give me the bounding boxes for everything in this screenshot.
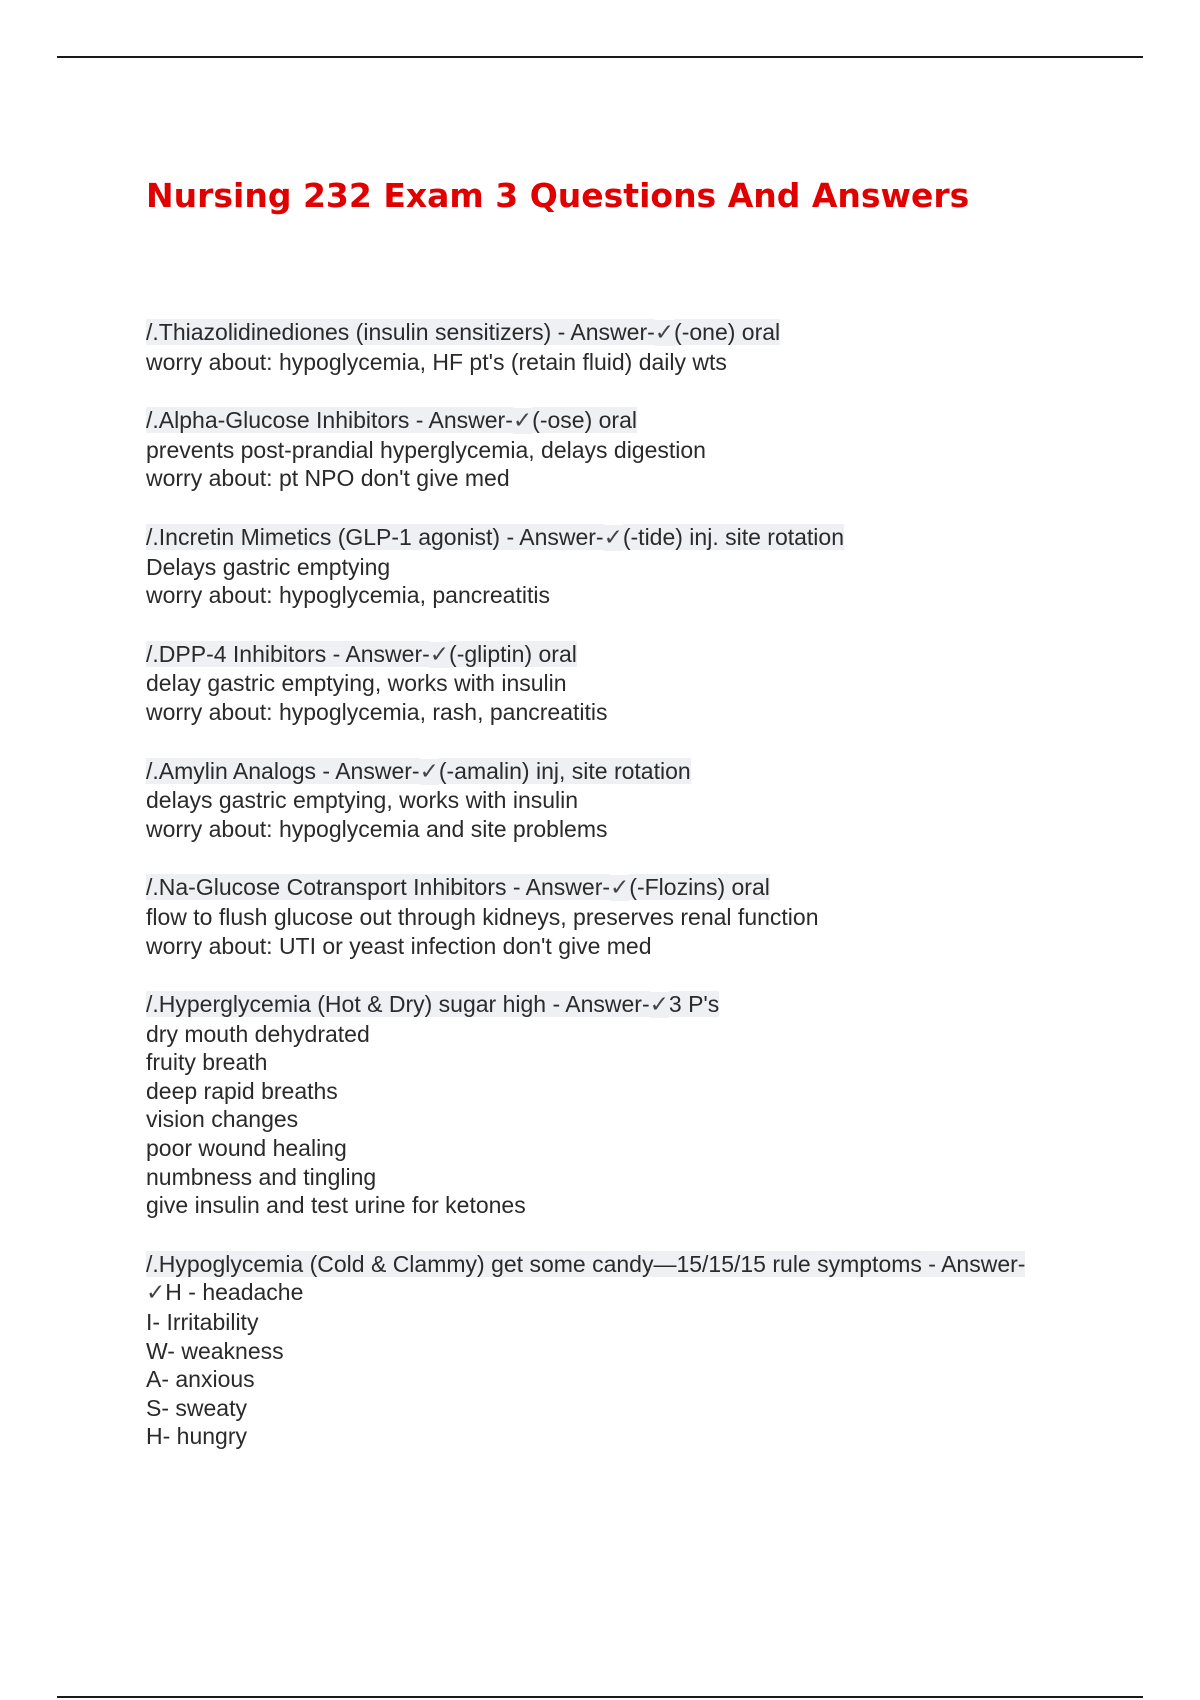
answer-line: prevents post-prandial hyperglycemia, delays digestion: [146, 436, 706, 463]
qa-item: [146, 873, 1086, 960]
question-line: [146, 757, 1086, 787]
check-mark-icon: ✓: [649, 992, 669, 1019]
question-text: /.Na-Glucose Cotransport Inhibitors - Answer-: [146, 874, 611, 901]
answer-line: vision changes: [146, 1106, 299, 1133]
answer-line: A- anxious: [146, 1366, 255, 1393]
answer-text: (-Flozins) oral: [629, 874, 770, 901]
answer-line: give insulin and test urine for ketones: [146, 1192, 526, 1219]
answer-line: numbness and tingling: [146, 1163, 377, 1190]
check-mark-icon: ✓: [603, 524, 623, 551]
answer-line: delay gastric emptying, works with insulin: [146, 670, 567, 697]
answer-line: dry mouth dehydrated: [146, 1020, 370, 1047]
answer-line: S- sweaty: [146, 1394, 247, 1421]
answer-text: (-amalin) inj, site rotation: [438, 757, 691, 784]
question-text: /.Alpha-Glucose Inhibitors - Answer-: [146, 407, 513, 434]
qa-list: [146, 318, 1086, 1481]
answer-text: (-tide) inj. site rotation: [622, 523, 844, 550]
question-line: [146, 1250, 1086, 1279]
answer-line: worry about: pt NPO don't give med: [146, 465, 510, 492]
answer-line: H- hungry: [146, 1423, 247, 1450]
answer-line: I- Irritability: [146, 1309, 259, 1336]
question-text: /.Amylin Analogs - Answer-: [146, 757, 420, 784]
check-mark-icon: ✓: [429, 641, 450, 668]
top-rule: [57, 56, 1143, 58]
question-text: /.Hypoglycemia (Cold & Clammy) get some candy—15/15/15 rule symptoms - Answer-: [146, 1250, 1026, 1277]
qa-item: [146, 523, 1086, 610]
question-text: /.Incretin Mimetics (GLP-1 agonist) - Answer-: [146, 523, 604, 550]
answer-line: worry about: UTI or yeast infection don't give med: [146, 932, 652, 959]
check-mark-icon: ✓: [419, 758, 439, 785]
answer-line: deep rapid breaths: [146, 1077, 338, 1104]
question-line: [146, 990, 1086, 1020]
answer-line: [146, 1278, 1086, 1308]
qa-item: [146, 757, 1086, 844]
question-line: [146, 318, 1086, 348]
answer-text: 3 P's: [668, 991, 720, 1018]
question-line: [146, 406, 1086, 436]
qa-item: [146, 990, 1086, 1220]
document-title: Nursing 232 Exam 3 Questions And Answers: [146, 176, 970, 215]
check-mark-icon: ✓: [654, 320, 675, 346]
answer-text: (-ose) oral: [532, 407, 637, 434]
question-text: /.DPP-4 Inhibitors - Answer-: [146, 640, 430, 667]
bottom-rule: [57, 1696, 1143, 1698]
qa-item: [146, 406, 1086, 493]
question-text: /.Thiazolidinediones (insulin sensitizers) - Answer-: [146, 319, 655, 345]
answer-line: worry about: hypoglycemia, HF pt's (retain fluid) daily wts: [146, 348, 727, 375]
answer-line: worry about: hypoglycemia and site problems: [146, 815, 608, 842]
qa-item: [146, 640, 1086, 727]
answer-line: fruity breath: [146, 1049, 268, 1076]
answer-text: (-gliptin) oral: [449, 640, 577, 667]
answer-line: flow to flush glucose out through kidneys, preserves renal function: [146, 903, 819, 930]
answer-text: (-one) oral: [674, 319, 781, 345]
qa-item: [146, 1250, 1086, 1451]
answer-text: H - headache: [165, 1279, 304, 1306]
question-line: [146, 523, 1086, 553]
answer-line: Delays gastric emptying: [146, 553, 391, 580]
answer-line: worry about: hypoglycemia, rash, pancreatitis: [146, 698, 608, 725]
answer-line: W- weakness: [146, 1337, 284, 1364]
question-text: /.Hyperglycemia (Hot & Dry) sugar high - Answer-: [146, 991, 650, 1018]
qa-item: [146, 318, 1086, 376]
check-mark-icon: ✓: [146, 1280, 166, 1307]
check-mark-icon: ✓: [610, 875, 630, 902]
answer-line: poor wound healing: [146, 1135, 347, 1162]
answer-line: delays gastric emptying, works with insulin: [146, 787, 579, 814]
check-mark-icon: ✓: [512, 408, 533, 435]
question-line: [146, 873, 1086, 903]
answer-line: worry about: hypoglycemia, pancreatitis: [146, 582, 550, 609]
question-line: [146, 640, 1086, 670]
